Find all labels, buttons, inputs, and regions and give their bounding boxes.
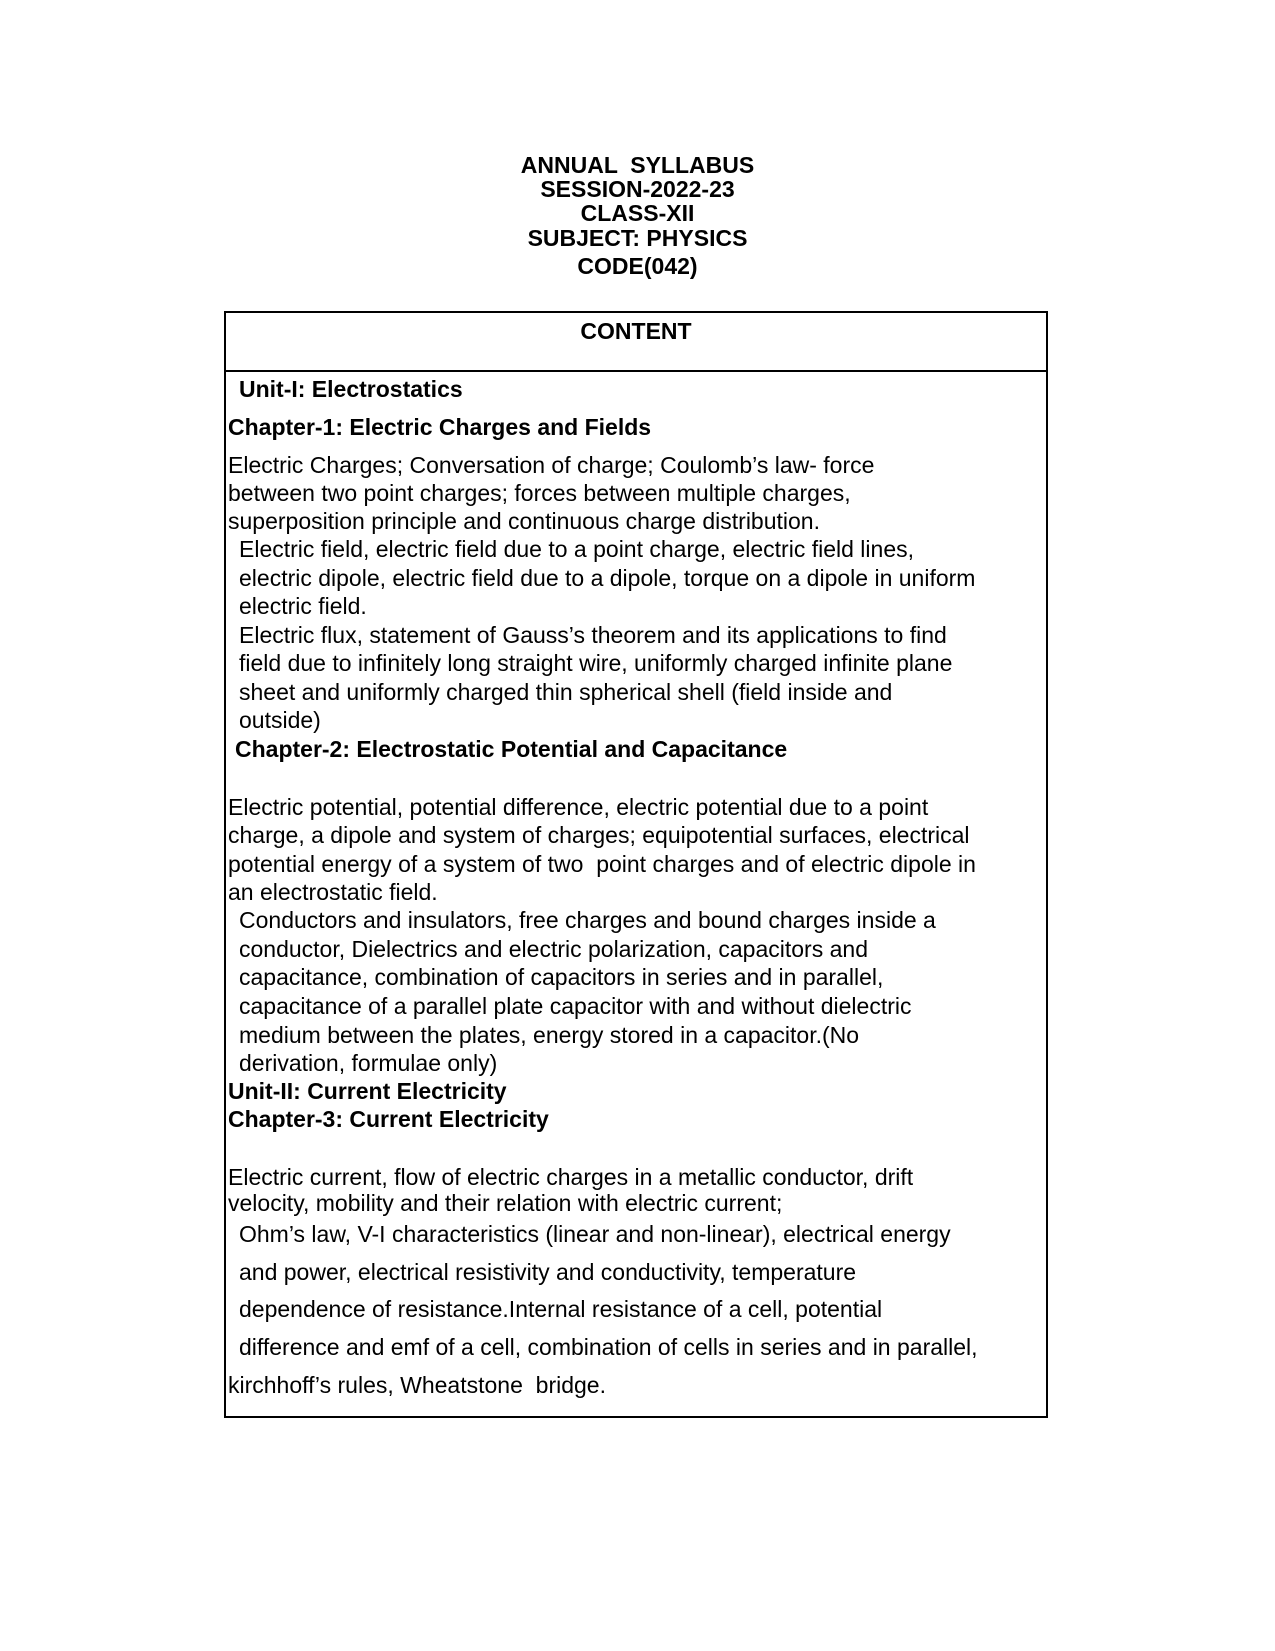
content-title: CONTENT	[226, 313, 1046, 372]
paragraph-line: charge, a dipole and system of charges; equipotential surfaces, electrical	[228, 822, 970, 848]
paragraph-line: an electrostatic field.	[228, 879, 438, 905]
header-class: CLASS-XII	[580, 200, 695, 226]
header-code: CODE(042)	[577, 253, 698, 279]
header-title: ANNUAL SYLLABUS	[520, 152, 755, 178]
content-table	[224, 311, 1048, 1418]
paragraph-line: Ohm’s law, V-I characteristics (linear and non-linear), electrical energy	[239, 1221, 951, 1247]
chapter-heading: Chapter-2: Electrostatic Potential and Capacitance	[235, 736, 788, 762]
paragraph-line: capacitance, combination of capacitors in series and in parallel,	[239, 964, 884, 990]
header-subject: SUBJECT: PHYSICS	[527, 225, 748, 251]
paragraph-line: capacitance of a parallel plate capacitor with and without dielectric	[239, 993, 912, 1019]
header-session: SESSION-2022-23	[540, 176, 735, 202]
paragraph-line: electric field.	[239, 593, 367, 619]
paragraph-line: between two point charges; forces between multiple charges,	[228, 480, 851, 506]
paragraph-line: kirchhoff’s rules, Wheatstone bridge.	[228, 1372, 606, 1398]
paragraph-line: potential energy of a system of two point charges and of electric dipole in	[228, 851, 976, 877]
unit-heading: Unit-I: Electrostatics	[239, 376, 463, 402]
paragraph-line: electric dipole, electric field due to a dipole, torque on a dipole in uniform	[239, 565, 976, 591]
unit-heading: Unit-II: Current Electricity	[228, 1078, 507, 1104]
paragraph-line: Electric potential, potential difference, electric potential due to a point	[228, 794, 929, 820]
paragraph-line: field due to infinitely long straight wire, uniformly charged infinite plane	[239, 650, 953, 676]
paragraph-line: conductor, Dielectrics and electric polarization, capacitors and	[239, 936, 868, 962]
paragraph-line: outside)	[239, 707, 321, 733]
paragraph-line: Conductors and insulators, free charges and bound charges inside a	[239, 907, 936, 933]
paragraph-line: Electric field, electric field due to a point charge, electric field lines,	[239, 536, 914, 562]
paragraph-line: and power, electrical resistivity and conductivity, temperature	[239, 1259, 857, 1285]
paragraph-line: medium between the plates, energy stored in a capacitor.(No	[239, 1022, 860, 1048]
paragraph-line: Electric current, flow of electric charges in a metallic conductor, drift	[228, 1164, 914, 1190]
chapter-heading: Chapter-1: Electric Charges and Fields	[228, 414, 652, 440]
paragraph-line: Electric flux, statement of Gauss’s theorem and its applications to find	[239, 622, 947, 648]
paragraph-line: difference and emf of a cell, combination of cells in series and in parallel,	[239, 1334, 978, 1360]
chapter-heading: Chapter-3: Current Electricity	[228, 1106, 549, 1132]
paragraph-line: derivation, formulae only)	[239, 1050, 498, 1076]
paragraph-line: superposition principle and continuous charge distribution.	[228, 508, 820, 534]
paragraph-line: sheet and uniformly charged thin spherical shell (field inside and	[239, 679, 893, 705]
paragraph-line: Electric Charges; Conversation of charge; Coulomb’s law- force	[228, 452, 875, 478]
paragraph-line: velocity, mobility and their relation with electric current;	[228, 1190, 783, 1216]
paragraph-line: dependence of resistance.Internal resistance of a cell, potential	[239, 1296, 883, 1322]
